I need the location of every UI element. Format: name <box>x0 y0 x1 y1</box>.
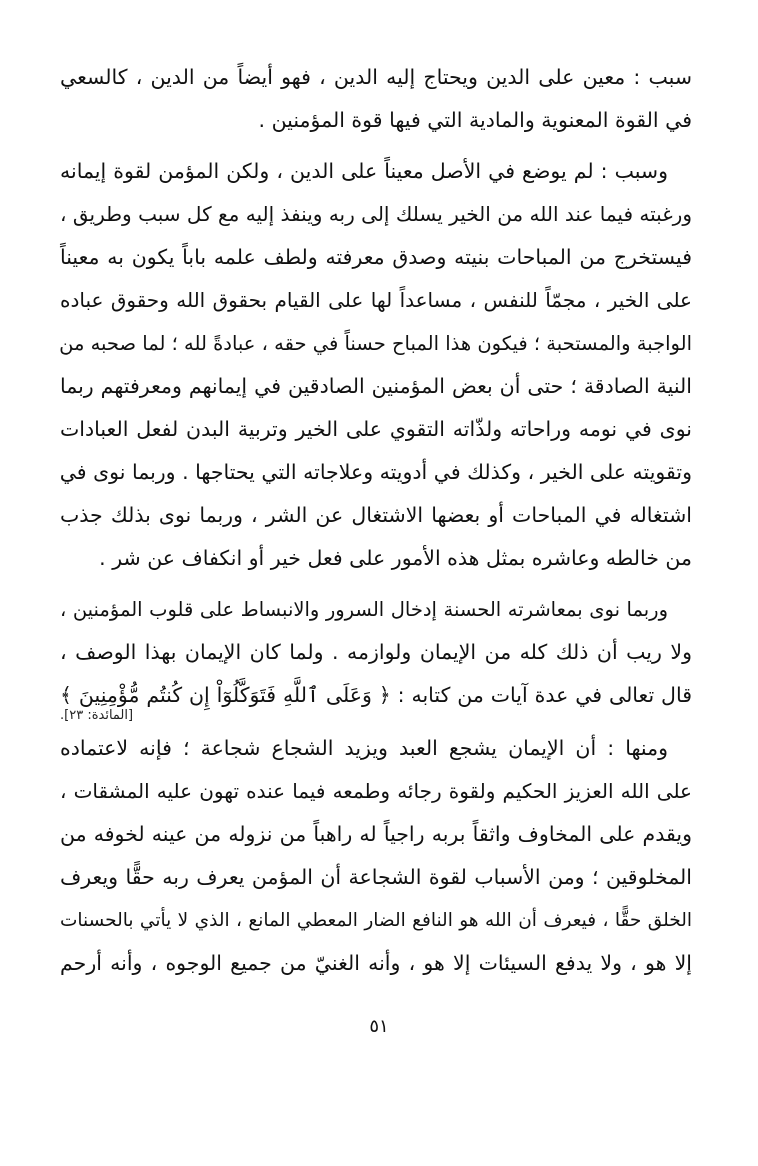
text-line: في القوة المعنوية والمادية التي فيها قوة المؤمنين . <box>258 108 692 132</box>
text-line: اشتغاله في المباحات أو بعضها الاشتغال عن الشر ، وربما نوى بذلك جذب <box>60 503 692 527</box>
text-line: المخلوقين ؛ ومن الأسباب لقوة الشجاعة أن المؤمن يعرف ربه حقًّا ويعرف <box>60 865 692 889</box>
text-line: وسبب : لم يوضع في الأصل معيناً على الدين ، ولكن المؤمن لقوة إيمانه <box>60 159 668 183</box>
page-body <box>60 56 692 985</box>
text-line: ومنها : أن الإيمان يشجع العبد ويزيد الشجاع شجاعة ؛ فإنه لاعتماده <box>60 736 668 760</box>
text-line: ويقدم على المخاوف واثقاً بربه راجياً له راهباً من نزوله من عينه لخوفه من <box>60 822 692 846</box>
text-line: فيستخرج من المباحات بنيته وصدق معرفته ولطف علمه باباً يكون به معيناً <box>60 245 692 269</box>
text-line: ولا ريب أن ذلك كله من الإيمان ولوازمه . ولما كان الإيمان بهذا الوصف ، <box>60 640 692 664</box>
text-line: النية الصادقة ؛ حتى أن بعض المؤمنين الصادقين في إيمانهم ومعرفتهم ربما <box>60 374 692 398</box>
paragraph-4 <box>60 727 692 985</box>
text-line: على الخير ، مجمّاً للنفس ، مساعداً لها على القيام بحقوق الله وحقوق عباده <box>60 288 692 312</box>
text-line: ورغبته فيما عند الله من الخير يسلك إلى ربه وينفذ إليه مع كل سبب وطريق ، <box>60 202 692 226</box>
text-line: وتقويته على الخير ، وكذلك في أدويته وعلاجاته التي يحتاجها . وربما نوى في <box>59 460 692 484</box>
paragraph-1 <box>60 56 692 142</box>
paragraph-3 <box>60 588 692 725</box>
text-line: نوى في نومه وراحاته ولذّاته التقوي على الخير وتربية البدن لفعل العبادات <box>60 417 692 441</box>
page-number: ٥١ <box>369 1016 389 1037</box>
text-line: على الله العزيز الحكيم ولقوة رجائه وطمعه فيما عنده تهون عليه المشقات ، <box>60 779 692 803</box>
text-line: إلا هو ، ولا يدفع السيئات إلا هو ، وأنه الغنيّ من جميع الوجوه ، وأنه أرحم <box>60 951 692 975</box>
paragraph-2 <box>60 150 692 580</box>
text-line: وربما نوى بمعاشرته الحسنة إدخال السرور والانبساط على قلوب المؤمنين ، <box>60 598 668 621</box>
text-line: الخلق حقًّا ، فيعرف أن الله هو النافع الضار المعطي المانع ، الذي لا يأتي بالحسنات <box>60 910 692 931</box>
text-line: الواجبة والمستحبة ؛ فيكون هذا المباح حسناً في حقه ، عبادةً لله ؛ لما صحبه من <box>59 332 692 355</box>
quran-verse-line: قال تعالى في عدة آيات من كتابه : ﴿ وَعَلَى ٱللَّهِ فَتَوَكَّلُوٓاْ إِن كُنتُم مُّؤْمِنِينَ ﴾ <box>60 683 692 707</box>
text-line: سبب : معين على الدين ويحتاج إليه الدين ، فهو أيضاً من الدين ، كالسعي <box>60 65 692 89</box>
verse-reference: [المائدة: ٢٣]. <box>60 708 134 723</box>
text-line: من خالطه وعاشره بمثل هذه الأمور على فعل خير أو انكفاف عن شر . <box>99 546 692 570</box>
